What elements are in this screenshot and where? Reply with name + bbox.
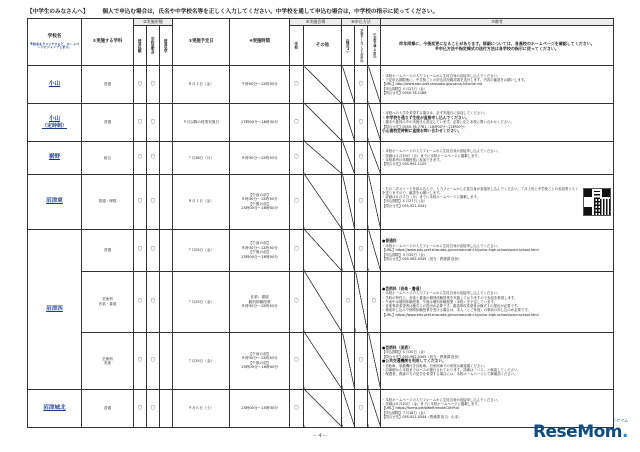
notes-cell: ・本校への入学を希望する場合は、必ず実施日に参加してください。 ・中学校を通さず生徒が直接申し込んでください。 ・週末や夏休み中の実施日も設定しています。必要に応じ本校に問い合わせください。 【問合せ先】0550-76-7761（18時00分～21時00分） 小山高校定時制に直接お問い合わせください。: [381, 103, 614, 141]
experience-mark: 〇: [134, 174, 147, 229]
apply-form-cell: [342, 66, 355, 104]
apply-junior-cell: [368, 332, 381, 389]
apply-form-cell: [342, 229, 355, 271]
venue-other-cell: [304, 271, 342, 332]
venue-school-mark: 〇: [290, 332, 304, 389]
explanation-mark: 〇: [147, 271, 160, 332]
apply-web-mark: 〇: [355, 103, 368, 141]
date-cell: ８月１日（金）: [173, 174, 230, 229]
notes-cell: ・本校ホームページの入力フォームから生徒自身が直接申し込んでください。 ・詳細は５月19日（月）までに本校ホームページに掲載します。 ・本校系列の体験授業に参加できます。 【問合せ先】055-992-1125: [381, 141, 614, 174]
apply-junior-cell: [368, 389, 381, 427]
venue-other-cell: [304, 229, 342, 271]
header-school-note: ※校名をクリックすると、ホームページにジャンプします。: [29, 41, 80, 50]
header-venue-group: ⑤実施会場: [290, 19, 342, 26]
apply-web-mark: 〇: [355, 389, 368, 427]
notes-cell: ・右の二次元コードを読み込んで、入力フォームから生徒自身が直接申し込んでください。７月上旬に中学校ごとの参加者リストを送りますので、確認をお願いします。 ・詳細は６月２日（月）までに本校ホームページに掲載します。 【申込期限】６月27日（金） 【問合せ先】055-921-0341: [381, 174, 614, 229]
course-cell: 総合: [82, 141, 134, 174]
apply-web-mark: 〇: [355, 141, 368, 174]
apply-web-mark: 〇: [355, 174, 368, 229]
time-cell: 【午前の部】 ８時30分～12時30分 【午後の部】 13時00分～16時00分: [230, 229, 290, 271]
school-link-oyama[interactable]: 小山: [28, 66, 82, 104]
observation-mark: [160, 271, 173, 332]
apply-junior-cell: [368, 229, 381, 271]
apply-web-cell: [355, 271, 368, 332]
time-cell: 音楽：書道 個別体験授業 ８時30分～12時30分: [230, 271, 290, 332]
table-row: [28, 332, 614, 389]
date-cell: ９月以降の授業実施日: [173, 103, 230, 141]
header-apply-web: 学校ホームページ上の申込: [355, 26, 368, 66]
course-cell: 普通: [82, 389, 134, 427]
header-time: ④実施時間: [230, 19, 290, 66]
logo-text: ReseMom: [532, 422, 623, 442]
resemom-logo: ReseMom. リセマム: [532, 419, 628, 442]
venue-school-mark: 〇: [290, 66, 304, 104]
apply-web-mark: 〇: [355, 66, 368, 104]
venue-school-mark: 〇: [290, 389, 304, 427]
experience-mark: 〇: [134, 271, 147, 332]
observation-mark: [160, 332, 173, 389]
school-link-susono[interactable]: 裾野: [28, 141, 82, 174]
header-format-group: ②実施形態: [134, 19, 173, 26]
experience-mark: 〇: [134, 229, 147, 271]
table-row: [28, 271, 614, 332]
notes-cell: ・本校ホームページの入力フォームから生徒自身が直接申し込んでください。 ・下記申込期限後に、中学校ごとの申込状況確認書を送付します。内容の確認をお願いします。 【URL】http://www.edu.pref.shizuoka.jp/oyama-h/home.nsf 【申込期限】６月27日（金） 【問合せ先】0550-76-1188: [381, 66, 614, 104]
school-link-oyama-teiji[interactable]: 小山 （定時制）: [28, 103, 82, 141]
course-cell: 芸術科 美術: [82, 332, 134, 389]
date-cell: ７月25日（金）: [173, 271, 230, 332]
course-cell: 普通: [82, 66, 134, 104]
observation-mark: [160, 103, 173, 141]
table-row: [28, 174, 614, 229]
apply-form-cell: [342, 174, 355, 229]
page-number: －４－: [312, 433, 328, 439]
apply-junior-cell: [368, 66, 381, 104]
apply-form-mark: 〇: [342, 271, 355, 332]
venue-school-mark: 〇: [290, 174, 304, 229]
course-cell: 芸術科 音楽・書道: [82, 271, 134, 332]
date-cell: ９月６日（土）: [173, 389, 230, 427]
observation-mark: [160, 66, 173, 104]
notes-cell: ●普通科 ・本校ホームページの入力フォームから生徒自身が直接申し込んでください。 【URL】https://www.edu.pref.shizuoka.jp/numazunishi-h/junior-high-school/open-school.html 【申込期限】６月20日（金） 【問合せ先】055-962-0345（担当：教務課 池田）: [381, 229, 614, 271]
experience-mark: 〇: [134, 332, 147, 389]
school-link-numazu-higashi[interactable]: 沼津東: [28, 174, 82, 229]
header-date: ③実施予定日: [173, 19, 230, 66]
header-apply-group: ⑥申込方法: [342, 19, 381, 26]
time-cell: ８時30分～12時30分: [230, 141, 290, 174]
header-experience: 授業体験: [134, 26, 147, 66]
apply-junior-cell: [368, 141, 381, 174]
time-cell: ９時00分～12時30分: [230, 66, 290, 104]
venue-other-cell: [304, 174, 342, 229]
observation-mark: [160, 389, 173, 427]
apply-form-cell: [342, 389, 355, 427]
header-venue-other: その他: [304, 26, 342, 66]
venue-school-mark: 〇: [290, 103, 304, 141]
school-link-numazu-johoku[interactable]: 沼津城北: [28, 389, 82, 427]
apply-junior-cell: [368, 103, 381, 141]
explanation-mark: 〇: [147, 103, 160, 141]
header-explanation: 学校説明会: [147, 26, 160, 66]
header-course: ①実施する学科: [82, 19, 134, 66]
explanation-mark: 〇: [147, 174, 160, 229]
header-school-label: 学校名: [47, 33, 62, 39]
notice-text: 個人で申込む場合は，氏名や中学校名等を正しく入力してください。中学校を通して申込む場合は，中学校の指示に従ってください。: [102, 9, 439, 15]
venue-other-cell: [304, 141, 342, 174]
date-cell: ７月28日（月）: [173, 141, 230, 174]
open-school-table: [27, 18, 614, 428]
header-notes: 昨年同様に、今後変更になることがあります。詳細については、各高校のホームページを確認してください。 ※申込方法や指定様式の送付方法は各学校の指示に従ってください。: [381, 26, 614, 66]
table-row: [28, 141, 614, 174]
venue-other-cell: [304, 389, 342, 427]
venue-other-cell: [304, 66, 342, 104]
experience-mark: 〇: [134, 141, 147, 174]
header-apply-junior: 中学校を通した申込: [368, 26, 381, 66]
notes-cell: ・本校ホームページの入力フォームから生徒自身が直接申し込んでください。 ・詳細は６月20日（金）までに本校ホームページに掲載します。 【URL】https://forms.gle/bWeRmnutaCUhPuU 【申込期限】７月18日（金） 【問合せ先】055-921-0344（教務課 担当：山本）: [381, 389, 614, 427]
apply-web-mark: 〇: [355, 229, 368, 271]
venue-school-mark: 〇: [290, 271, 304, 332]
observation-mark: [160, 174, 173, 229]
apply-form-cell: [342, 332, 355, 389]
date-cell: ７月25日（金）: [173, 332, 230, 389]
time-cell: 17時00分～18時30分: [230, 103, 290, 141]
apply-form-cell: [342, 141, 355, 174]
explanation-mark: 〇: [147, 141, 160, 174]
apply-web-mark: 〇: [355, 332, 368, 389]
time-cell: 13時00分～15時30分: [230, 389, 290, 427]
course-cell: 普通: [82, 229, 134, 271]
experience-mark: 〇: [134, 389, 147, 427]
course-cell: 普通・理数: [82, 174, 134, 229]
header-venue-school: 学校: [290, 26, 304, 66]
venue-other-cell: [304, 332, 342, 389]
experience-mark: 〇: [134, 103, 147, 141]
notes-cell: ●芸術科（美術） 【申込期限】６月20日（金） 【問合せ先】055-962-0345（担当：教務課 池田） ●公共交通機関を利用してください。 ・自転車、原動機付き自転車、自家用車での来校は御遠慮ください。 ・沼津駅から本校までのバスが運行されております。詳細は「バス」と検索してください。 ・保護者、教諭の方の見学を希望する場合には、本校ホームページにて御確認ください。: [381, 332, 614, 389]
qr-code-icon[interactable]: [583, 188, 611, 216]
header-notes-group: ⑦備考: [381, 19, 614, 26]
venue-school-mark: 〇: [290, 229, 304, 271]
course-cell: 普通: [82, 103, 134, 141]
table-row: [28, 389, 614, 427]
header-apply-form: （様式1）: [342, 26, 355, 66]
apply-junior-mark: 〇: [368, 271, 381, 332]
school-link-numazu-nishi[interactable]: 沼津西: [28, 229, 82, 389]
time-cell: 【午前の部】 ８時30分～12時30分 【午後の部】 13時00分～16時00分: [230, 332, 290, 389]
explanation-mark: 〇: [147, 229, 160, 271]
notes-cell: ●芸術科（音楽・書道） ・本校ホームページの入力フォームから生徒自身が直接申し込んでください。 ・学科の特性上、音楽と書道の個別体験授業を実施しておりますので参加を推奨します。 ・午前中は個別体験授業、午後は個別体験授業（本校）を予定しています。 ・音楽専攻希望者は様式１の提出が必要です。書道専攻希望者は様式１の提出が必要です。 ・事前申し込みで個別体験授業を受ける場合は、本人（とご家庭）の事前の申し込みが必要です。 【URL】https://www.edu.pref.shizuoka.jp/numazunishi-h/junior-high-school/open-school.html: [381, 271, 614, 332]
apply-form-cell: [342, 103, 355, 141]
explanation-mark: 〇: [147, 332, 160, 389]
date-cell: ８月１日（金）: [173, 66, 230, 104]
observation-mark: [160, 141, 173, 174]
table-row: [28, 66, 614, 104]
experience-mark: 〇: [134, 66, 147, 104]
table-row: [28, 103, 614, 141]
notice-banner: [27, 7, 613, 17]
observation-mark: [160, 229, 173, 271]
header-observation: 授業見学: [160, 26, 173, 66]
apply-junior-cell: [368, 174, 381, 229]
venue-other-cell: [304, 103, 342, 141]
explanation-mark: 〇: [147, 66, 160, 104]
table-row: [28, 229, 614, 271]
notice-lead: 【中学生のみなさんへ】: [27, 9, 89, 15]
logo-kana: リセマム: [612, 419, 628, 424]
venue-school-mark: 〇: [290, 141, 304, 174]
time-cell: 【午前の部】 ８時30分～12時30分 【午後の部】 13時00分～16時00分: [230, 174, 290, 229]
date-cell: ７月25日（金）: [173, 229, 230, 271]
explanation-mark: 〇: [147, 389, 160, 427]
header-school: [28, 19, 82, 66]
